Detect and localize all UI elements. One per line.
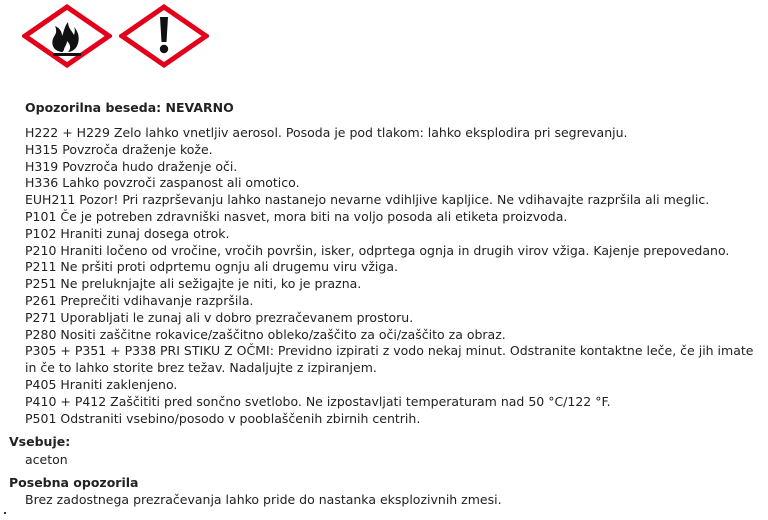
statement-line: P261 Preprečiti vdihavanje razpršila. <box>25 292 254 308</box>
edge-mark <box>4 512 6 514</box>
statement-line: H315 Povzroča draženje kože. <box>25 141 213 157</box>
contains-value: aceton <box>25 452 68 467</box>
statement-line: P501 Odstraniti vsebino/posodo v pooblaščenih zbirnih centrih. <box>25 410 421 426</box>
contains-title: Vsebuje: <box>9 434 71 449</box>
flame-pictogram-icon <box>22 4 112 68</box>
statement-line: P410 + P412 Zaščititi pred sončno svetlobo. Ne izpostavljati temperaturam nad 50 °C/122 °F. <box>25 393 611 409</box>
statement-line: P102 Hraniti zunaj dosega otrok. <box>25 225 230 241</box>
statement-line: H222 + H229 Zelo lahko vnetljiv aerosol. Posoda je pod tlakom: lahko eksplodira pri segrevanju. <box>25 125 628 140</box>
signal-word: Opozorilna beseda: NEVARNO <box>25 100 234 115</box>
statement-line: P101 Če je potreben zdravniški nasvet, mora biti na voljo posoda ali etiketa proizvoda. <box>25 208 568 224</box>
exclamation-mark-pictogram-icon <box>119 4 209 68</box>
statement-line: P211 Ne pršiti proti odprtemu ognju ali drugemu viru vžiga. <box>25 259 398 275</box>
statement-line: P251 Ne preluknjajte ali sežigajte je niti, ko je prazna. <box>25 276 362 292</box>
statement-line: P405 Hraniti zaklenjeno. <box>25 376 178 392</box>
statement-line: P305 + P351 + P338 PRI STIKU Z OČMI: Previdno izpirati z vodo nekaj minut. Odstranite kontaktne leče, če jih imate in če to lahko storite brez težav. Nadaljujte z izpiranjem. <box>25 343 754 376</box>
statement-line: H319 Povzroča hudo draženje oči. <box>25 158 238 174</box>
statement-line: P271 Uporabljati le zunaj ali v dobro prezračevanem prostoru. <box>25 309 414 325</box>
statement-line: EUH211 Pozor! Pri razprševanju lahko nastanejo nevarne vdihljive kapljice. Ne vdihavajte razpršila ali meglic. <box>25 192 710 208</box>
special-warning-text: Brez zadostnega prezračevanja lahko pride do nastanka eksplozivnih zmesi. <box>25 492 502 507</box>
special-warning-title: Posebna opozorila <box>9 475 139 490</box>
statement-line: P280 Nositi zaščitne rokavice/zaščitno obleko/zaščito za oči/zaščito za obraz. <box>25 326 506 342</box>
statement-line: H336 Lahko povzroči zaspanost ali omotico. <box>25 175 300 191</box>
statement-line: P210 Hraniti ločeno od vročine, vročih površin, isker, odprtega ognja in drugih virov vžiga. Kajenje prepovedano. <box>25 242 730 258</box>
hazard-precautionary-statements <box>25 125 765 427</box>
